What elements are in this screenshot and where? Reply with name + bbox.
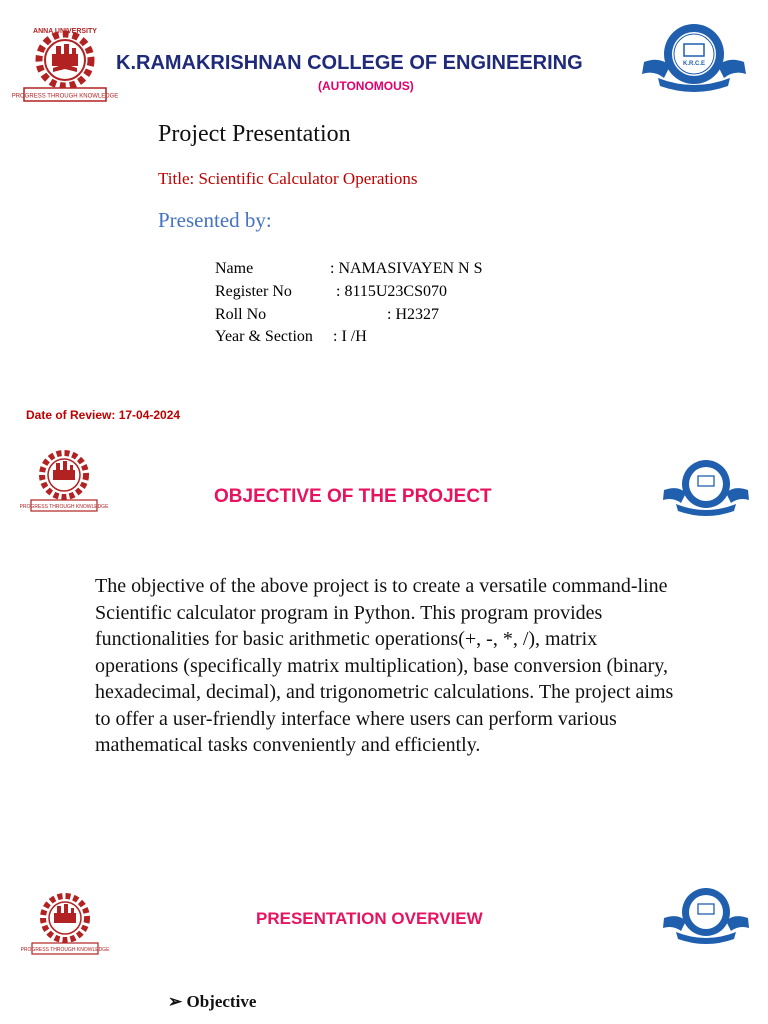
detail-register-row [215, 283, 447, 301]
presentation-heading: Project Presentation [158, 121, 351, 147]
anna-university-logo [11, 24, 119, 104]
krce-logo [662, 884, 750, 946]
detail-value: : H2327 [387, 306, 439, 323]
anna-university-logo [19, 445, 109, 513]
detail-label: Roll No [215, 306, 267, 323]
detail-label: Register No [215, 283, 292, 300]
detail-name-row [215, 260, 483, 278]
svg-text:PROGRESS THROUGH KNOWLEDGE: PROGRESS THROUGH KNOWLEDGE [19, 504, 109, 510]
svg-text:K.R.C.E: K.R.C.E [682, 61, 706, 67]
detail-label: Year & Section [215, 328, 313, 345]
detail-value: : I /H [333, 328, 367, 345]
presented-by-label: Presented by: [158, 208, 272, 232]
detail-label: Name [215, 260, 254, 277]
krce-logo [640, 20, 748, 96]
detail-value: : 8115U23CS070 [336, 283, 447, 300]
project-title: Title: Scientific Calculator Operations [158, 169, 418, 188]
detail-year-row [215, 328, 367, 346]
objective-heading: OBJECTIVE OF THE PROJECT [214, 486, 492, 507]
svg-text:PROGRESS THROUGH KNOWLEDGE: PROGRESS THROUGH KNOWLEDGE [20, 947, 110, 953]
overview-bullet-item [168, 992, 256, 1012]
review-date: Date of Review: 17-04-2024 [26, 408, 181, 422]
anna-university-logo [20, 888, 110, 956]
college-name: K.RAMAKRISHNAN COLLEGE OF ENGINEERING [116, 52, 583, 74]
krce-logo [662, 456, 750, 518]
objective-body: The objective of the above project is to create a versatile command-line Scientific calculator program in Python. This program provides functionalities for basic arithmetic operations(+, -, *, /), matrix operations (specifically matrix multiplication), base conversion (binary, hexadecimal, decimal), and trigonometric calculations. The project aims to offer a user-friendly interface where users can perform various mathematical tasks conveniently and efficiently. [95, 575, 674, 756]
autonomous-label: (AUTONOMOUS) [318, 79, 414, 93]
detail-roll-row [215, 306, 439, 324]
overview-heading: PRESENTATION OVERVIEW [256, 909, 483, 928]
svg-text:ANNA UNIVERSITY: ANNA UNIVERSITY [33, 28, 97, 35]
svg-text:PROGRESS THROUGH KNOWLEDGE: PROGRESS THROUGH KNOWLEDGE [11, 93, 119, 100]
bullet-label: Objective [186, 992, 257, 1011]
detail-value: : NAMASIVAYEN N S [330, 260, 483, 277]
arrow-bullet-icon: ➢ [168, 992, 183, 1011]
